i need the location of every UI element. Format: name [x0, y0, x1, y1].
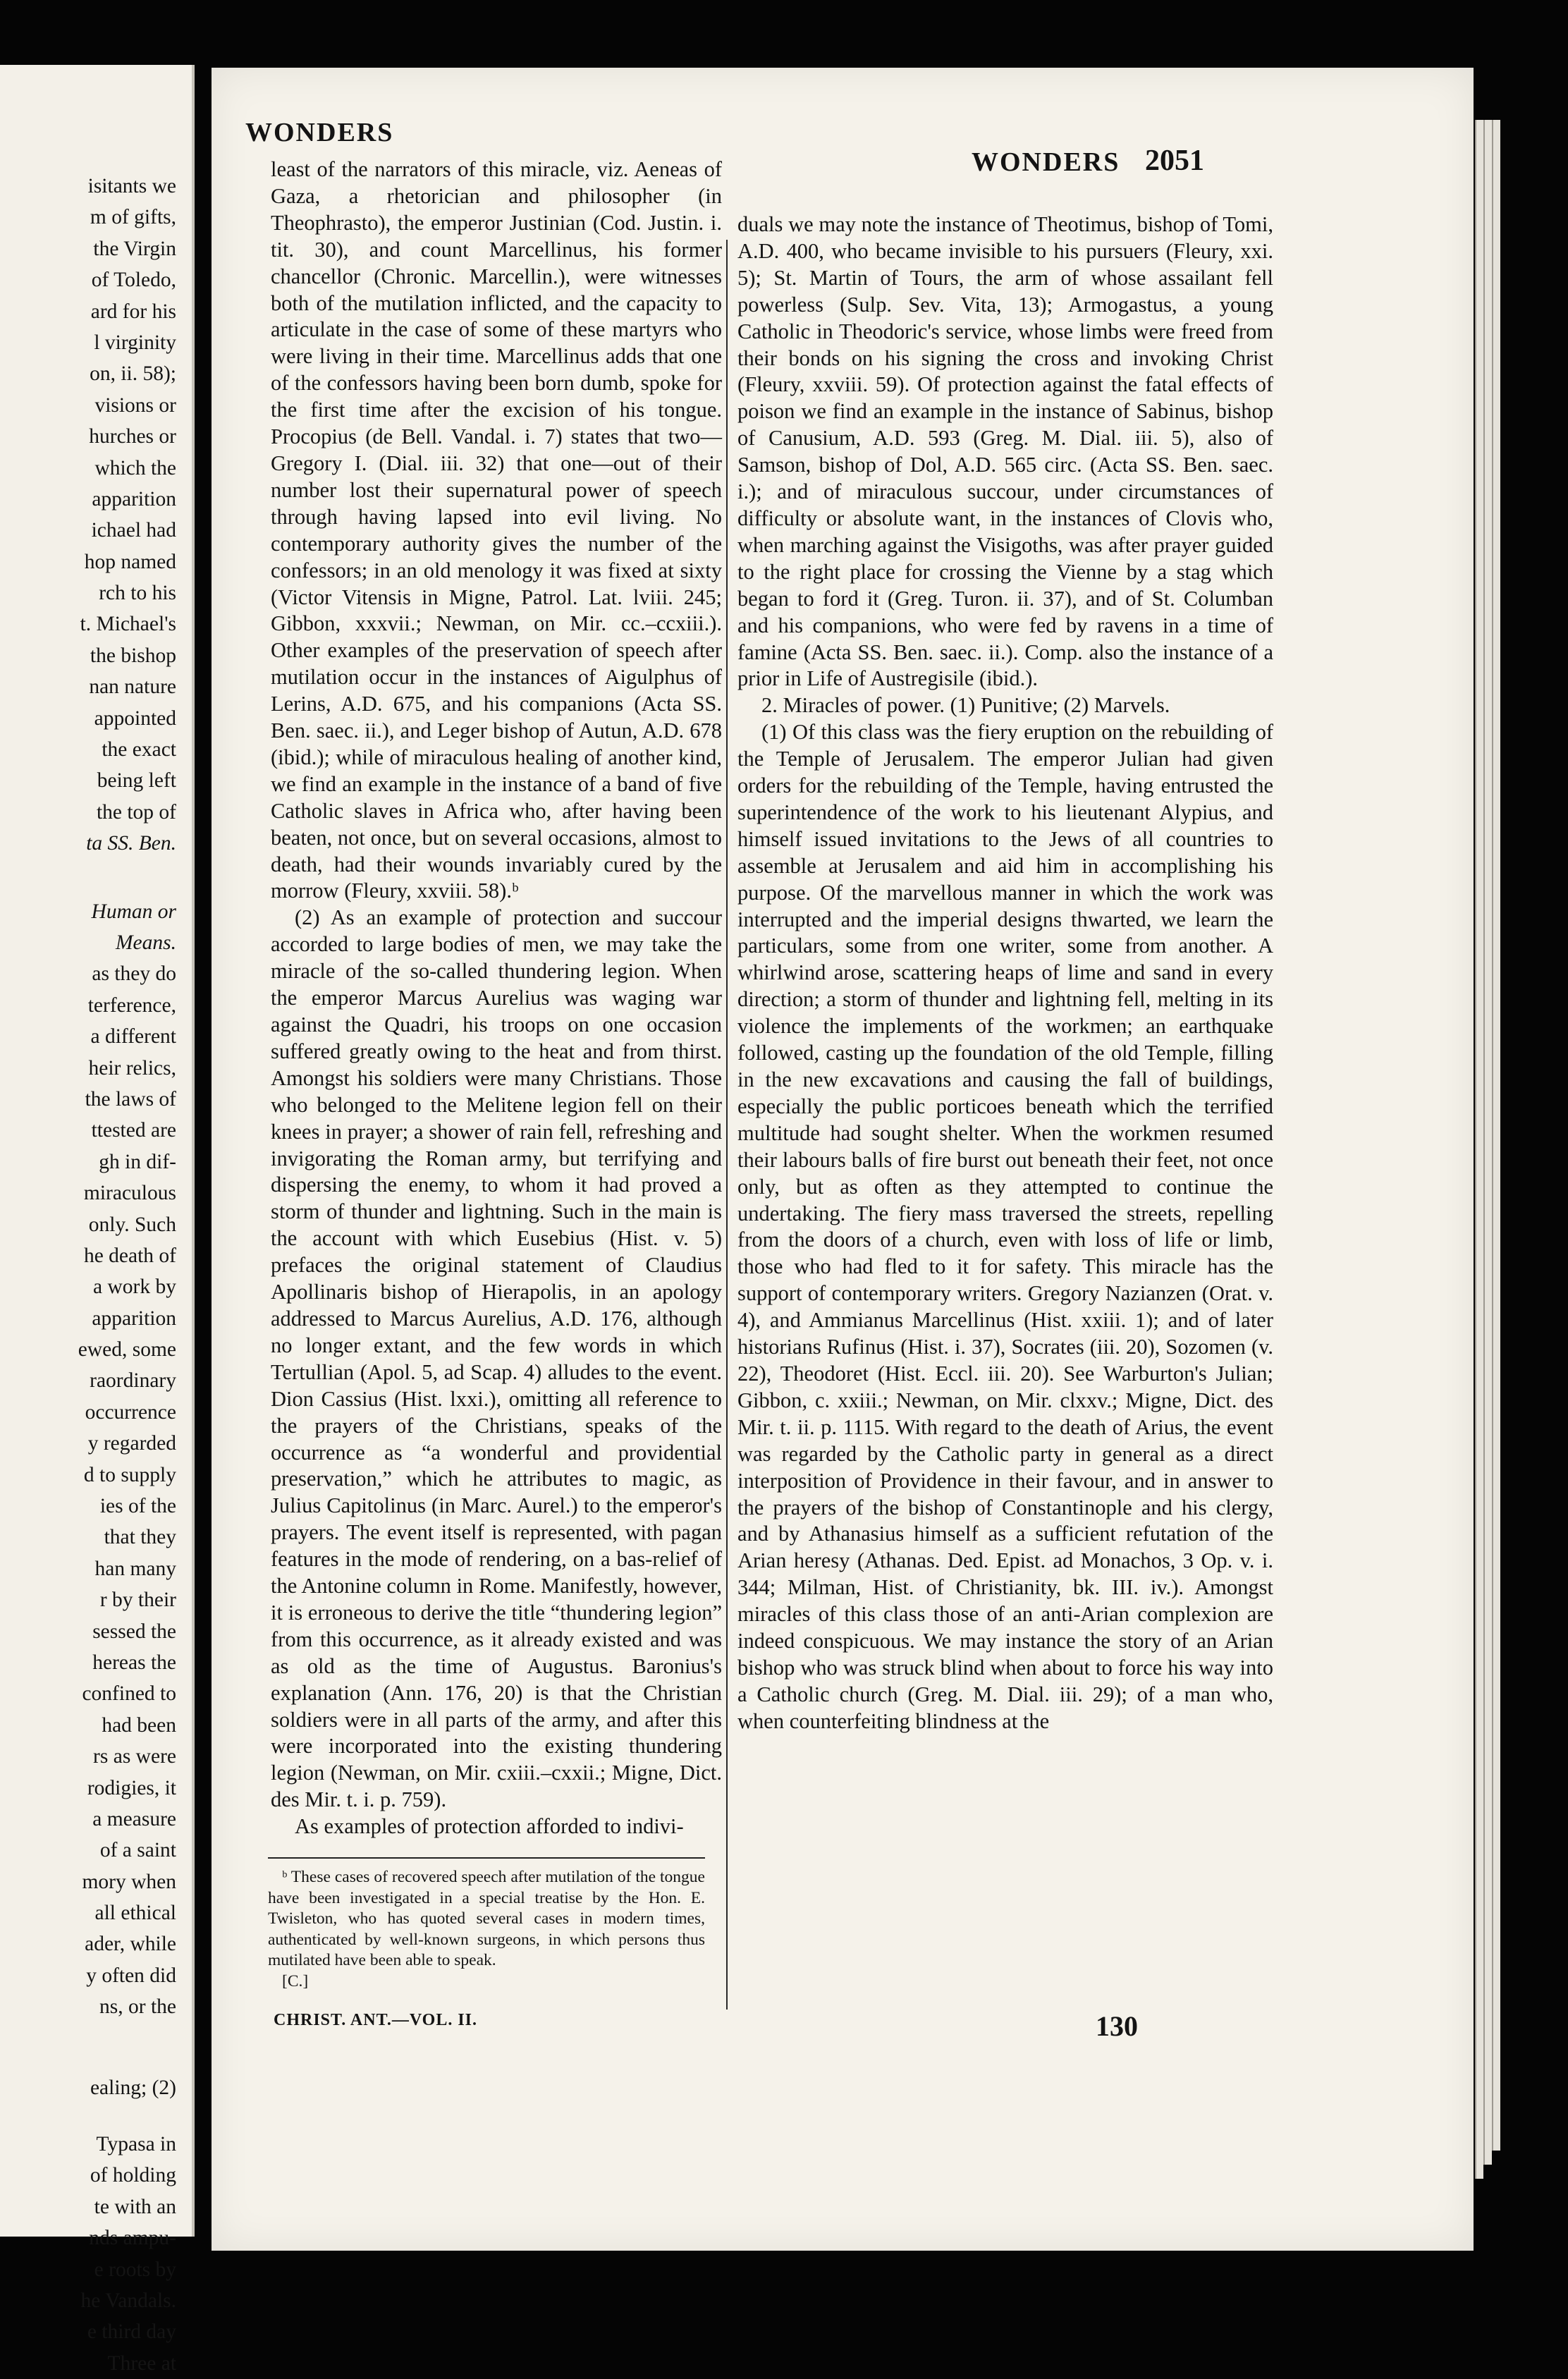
paragraph: As examples of protection afforded to indivi- [295, 1814, 684, 1839]
page-edge [1483, 120, 1492, 2165]
left-page-text [0, 171, 176, 2379]
left-page-line: ewed, some [78, 1338, 176, 1362]
running-title-left: WONDERS [245, 118, 394, 147]
left-page-line: ealing; (2) [90, 2076, 176, 2099]
left-page-line: hurches or [89, 425, 176, 448]
left-page-line: a work by [93, 1276, 176, 1299]
left-page-line: the exact [102, 738, 176, 762]
left-page-line: r by their [99, 1589, 176, 1612]
left-page-line: e third day [87, 2320, 176, 2344]
footnote [268, 1867, 705, 1993]
left-page-line: on, ii. 58); [90, 362, 176, 386]
page-edge [1475, 120, 1483, 2179]
left-page-line: miraculous [83, 1182, 176, 1205]
left-page-line: as they do [92, 962, 176, 986]
left-page-line: ader, while [85, 1933, 176, 1956]
footnote-rule [268, 1857, 705, 1859]
left-page-line: ies of the [99, 1495, 176, 1518]
left-page-line: han many [94, 1557, 176, 1580]
left-page-line: hereas the [92, 1651, 176, 1674]
left-page-line: ichael had [91, 519, 176, 542]
left-page-line: all ethical [94, 1902, 176, 1925]
left-page-line: m of gifts, [90, 206, 176, 229]
running-title-right: WONDERS [972, 147, 1120, 177]
left-page-line: y often did [86, 1964, 176, 1987]
left-page-line: Typasa in [96, 2133, 176, 2156]
left-page-line: occurrence [85, 1400, 176, 1424]
left-page-line: ard for his [90, 300, 176, 323]
footnote-text: ᵇ These cases of recovered speech after mutilation of the tongue have been investigated in a special treatise by the Hon. E. Twisleton, who has quoted several cases in modern times, authenticated by well-known surgeons, in which persons thus mutilated have been able to speak. [268, 1868, 705, 1970]
left-page-line: he Vandals. [80, 2289, 176, 2312]
left-page-line: te with an [94, 2195, 176, 2218]
left-page-line: visions or [94, 393, 176, 417]
left-facing-page [0, 65, 195, 2375]
left-page-line: a measure [92, 1807, 176, 1830]
left-page-line: rs as were [93, 1745, 176, 1768]
left-page-line: ta SS. Ben. [86, 832, 176, 855]
left-page-line: Human or [91, 900, 176, 923]
left-page-line: the laws of [85, 1087, 176, 1111]
left-page-line: ns, or the [99, 1995, 176, 2019]
left-page-line: mory when [82, 1870, 176, 1893]
left-page-line: he death of [83, 1244, 176, 1267]
signature-mark: 130 [1096, 2010, 1138, 2042]
footnote-attribution: [C.] [282, 1971, 309, 1990]
paragraph: (1) Of this class was the fiery eruption on the rebuilding of the Temple of Jerusalem. The emperor Julian had given orders for the rebuilding of the Temple, having entrusted the superintendence of the work to his lieutenant Alypius, and himself issued invitations to the Jews of all countries to assemble at Jerusalem and aid him in accomplishing his purpose. Of the marvellous manner in which the work was interrupted and the imperial designs thwarted, we learn the particulars, some from one writer, some from another. A whirlwind arose, scattering heaps of lime and sand in every direction; a storm of thunder and lightning fell, melting in its violence the implements of the workmen; an earthquake followed, casting up the foundation of the old Temple, filling in the new excavations and causing the fall of buildings, especially the public porticoes beneath which the terrified multitude had sought shelter. When the workmen resumed their labours balls of fire burst out beneath their feet, not once only, but as often as they attempted to continue the undertaking. The fiery mass traversed the streets, repelling from the doors of a church, even with loss of life or limb, those who had fled to it for safety. This miracle has the support of contemporary writers. Gregory Nazianzen (Orat. v. 4), and Ammianus Marcellinus (Hist. xxiii. 1); and of later historians Rufinus (Hist. i. 37), Socrates (iii. 20), Sozomen (v. 22), Theodoret (Hist. Eccl. iii. 20). See Warburton's Julian; Gibbon, c. xxiii.; Newman, on Mir. clxxv.; Migne, Dict. des Mir. t. ii. p. 1115. With regard to the death of Arius, the event was regarded by the Catholic party in general as a direct interposition of Providence in their favour, and in answer to the prayers of the bishop of Constantinople and his clergy, and by Athanasius himself as a sufficient refutation of the Arian heresy (Athanas. Ded. Epist. ad Monachos, 3 Op. v. i. 344; Milman, Hist. of Christianity, bk. III. iv.). Amongst miracles of this class those of an anti-Arian complexion are indeed conspicuous. We may instance the story of an Arian bishop who was struck blind when about to force his way into a Catholic church (Greg. M. Dial. iii. 29); of a man who, when counterfeiting blindness at the [737, 720, 1273, 1733]
left-page-line: hop named [84, 550, 176, 573]
left-page-line: apparition [92, 1307, 176, 1330]
left-page-line: l virginity [94, 331, 176, 354]
left-page-line: d to supply [83, 1463, 176, 1486]
left-page-line: the top of [96, 800, 176, 824]
section-heading: 2. Miracles of power. (1) Punitive; (2) Marvels. [761, 693, 1170, 718]
left-page-line: of a saint [99, 1839, 176, 1862]
left-page-line: a different [90, 1025, 176, 1048]
page-edge [1492, 120, 1500, 2151]
column-divider [726, 240, 728, 2010]
left-page-line: which the [94, 456, 176, 479]
text-column-right [737, 212, 1273, 1735]
left-page-line: rch to his [99, 582, 176, 605]
left-page-line: rodigies, it [87, 1776, 176, 1799]
left-page-line: only. Such [88, 1213, 176, 1236]
paragraph: (2) As an example of protection and succour accorded to large bodies of men, we may take the miracle of the so-called thundering legion. When the emperor Marcus Aurelius was waging war against the Quadri, his troops on one occasion suffered greatly owing to the heat and from thirst. Amongst his soldiers were many Christians. Those who belonged to the Melitene legion fell on their knees in prayer; a shower of rain fell, refreshing and invigorating the Roman army, but terrifying and dispersing the enemy, to whom it had proved a storm of thunder and lightning. Such in the main is the account with which Eusebius (Hist. v. 5) prefaces the original statement of Claudius Apollinaris bishop of Hierapolis, in an apology addressed to Marcus Aurelius, A.D. 176, although no longer extant, and the few words in which Tertullian (Apol. 5, ad Scap. 4) alludes to the event. Dion Cassius (Hist. lxxi.), omitting all reference to the prayers of the Christians, speaks of the occurrence as “a wonderful and providential preservation,” which he attributes to magic, as Julius Capitolinus (in Marc. Aurel.) to the emperor's prayers. The event itself is represented, with pagan features in the mode of rendering, on a bas-relief of the Antonine column in Rome. Manifestly, however, it is erroneous to derive the title “thundering legion” from this occurrence, as it already existed and was as old as the time of Augustus. Baronius's explanation (Ann. 176, 20) is that the Christian soldiers were in all parts of the army, and after this were incorporated into the existing thundering legion (Newman, on Mir. cxiii.–cxxii.; Migne, Dict. des Mir. t. i. p. 759). [271, 905, 722, 1812]
left-page-line: ttested are [91, 1119, 176, 1142]
left-page-line: the Virgin [93, 237, 176, 260]
text-column-left [271, 157, 722, 1840]
paragraph: duals we may note the instance of Theotimus, bishop of Tomi, A.D. 400, who became invisible to his pursuers (Fleury, xxi. 5); St. Martin of Tours, the arm of whose assailant fell powerless (Sulp. Sev. Vita, 13); Armogastus, a young Catholic in Theodoric's service, whose limbs were freed from their bonds on his signing the cross and invoking Christ (Fleury, xxviii. 59). Of protection against the fatal effects of poison we find an example in the instance of Sabinus, bishop of Canusium, A.D. 593 (Greg. M. Dial. iii. 5), also of Samson, bishop of Dol, A.D. 565 circ. (Acta SS. Ben. saec. i.); and of miraculous succour, under circumstances of difficulty or absolute want, in the instances of Clovis who, when marching against the Visigoths, was after prayer guided to the right place for crossing the Vienne by a stag which began to ford it (Greg. Turon. ii. 37), and of St. Columban and his companions, who were fed by ravens in a time of famine (Acta SS. Ben. saec. ii.). Comp. also the instance of a prior in Life of Austregisile (ibid.). [737, 212, 1273, 691]
left-page-line: heir relics, [88, 1056, 176, 1080]
left-page-line: appointed [94, 707, 176, 730]
left-page-line: Means. [115, 931, 176, 954]
left-page-line: isitants we [87, 175, 176, 197]
left-page-line: of holding [90, 2164, 176, 2187]
paragraph: least of the narrators of this miracle, viz. Aeneas of Gaza, a rhetorician and philosopher (in Theophrasto), the emperor Justinian (Cod. Justin. i. tit. 30), and count Marcellinus, his former chancellor (Chronic. Marcellin.), were witnesses both of the mutilation inflicted, and the capacity to articulate in the case of some of these martyrs who were living in their time. Marcellinus adds that one of the confessors having been born dumb, spoke for the first time after the excision of his tongue. Procopius (de Bell. Vandal. i. 7) states that two—Gregory I. (Dial. iii. 32) that one—out of their number lost their supernatural power of speech through having lapsed into evil living. No contemporary authority gives the number of the confessors; in an old menology it was fixed at sixty (Victor Vitensis in Migne, Patrol. Lat. lviii. 245; Gibbon, xxxvii.; Newman, on Mir. cc.–ccxiii.). Other examples of the preservation of speech after mutilation occur in the instances of Aigulphus of Lerins, A.D. 675, and his companions (Acta SS. Ben. saec. ii.), and Leger bishop of Autun, A.D. 678 (ibid.); while of miraculous healing of another kind, we find an example in the instance of a band of five Catholic slaves in Africa who, after having been beaten, not once, but on several occasions, almost to death, had their wounds invariably cured by the morrow (Fleury, xxviii. 58).ᵇ [271, 157, 722, 903]
left-page-line: the bishop [90, 644, 176, 667]
page-number: 2051 [1145, 145, 1204, 177]
left-page-line: terference, [87, 993, 176, 1017]
left-page-line: gh in dif- [99, 1150, 176, 1173]
left-page-line: t. Michael's [80, 613, 176, 636]
left-page-line: y regarded [87, 1432, 176, 1455]
footer-volume: CHRIST. ANT.—VOL. II. [274, 2011, 478, 2029]
left-page-line: confined to [82, 1682, 176, 1706]
left-page-line: of Toledo, [91, 269, 176, 292]
left-page-line: that they [104, 1526, 176, 1549]
left-page-line: nds ampu- [89, 2227, 176, 2250]
left-page-line: nan nature [89, 675, 176, 699]
left-page-line: raordinary [90, 1369, 176, 1393]
left-page-line: e roots by [94, 2258, 176, 2281]
left-page-line: had been [102, 1713, 176, 1737]
left-page-line: being left [97, 769, 176, 793]
left-page-line: sessed the [92, 1620, 176, 1643]
left-page-line: Three at [107, 2352, 176, 2375]
left-page-line: apparition [92, 487, 176, 510]
